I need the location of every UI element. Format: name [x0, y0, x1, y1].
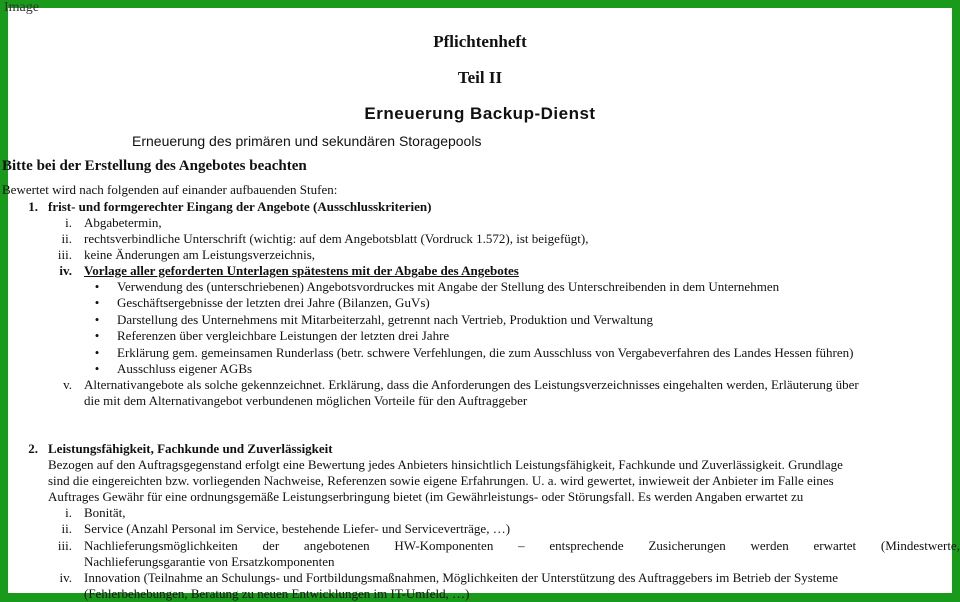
list2-paragraph-line: Auftrages Gewähr für eine ordnungsgemäße Leistungserbringung bietet (im Gewährleistungs- oder Störungsfall. Es werden Angaben erwartet zu: [48, 489, 804, 504]
bullet-icon: •: [94, 279, 100, 294]
bullet-icon: •: [94, 328, 100, 343]
word: Nachlieferungsmöglichkeiten: [84, 538, 238, 553]
bullet-icon: •: [94, 295, 100, 310]
list1-item-text: Abgabetermin,: [84, 215, 162, 230]
bullet-item: Referenzen über vergleichbare Leistungen der letzten drei Jahre: [117, 328, 450, 343]
top-fragment-text: Image: [4, 0, 39, 15]
list1-item-text: keine Änderungen am Leistungsverzeichnis,: [84, 247, 316, 262]
bullet-item: Erklärung gem. gemeinsamen Runderlass (betr. schwere Verfehlungen, die zum Ausschluss von Vergabeverfahren des Landes Hessen führen): [117, 345, 854, 360]
list2-item-num: i.: [65, 505, 72, 520]
list1-item-text: rechtsverbindliche Unterschrift (wichtig: auf dem Angebotsblatt (Vordruck 1.572), ist beigefügt),: [84, 231, 589, 246]
list2-number: 2.: [28, 441, 38, 456]
bullet-icon: •: [94, 345, 100, 360]
document-title: Pflichtenheft: [433, 32, 527, 51]
bullet-item: Darstellung des Unternehmens mit Mitarbeiterzahl, getrennt nach Vertrieb, Produktion und Verwaltung: [117, 312, 653, 327]
list2-item-num: iv.: [59, 570, 72, 585]
list1-title: frist- und formgerechter Eingang der Angebote (Ausschlusskriterien): [48, 199, 432, 214]
list1-item-text: Alternativangebote als solche gekennzeichnet. Erklärung, dass die Anforderungen des Leistungsverzeichnisses eingehalten werden, Erläuterung über: [84, 377, 859, 392]
bullet-icon: •: [94, 312, 100, 327]
list1-number: 1.: [28, 199, 38, 214]
word: erwartet: [813, 538, 857, 553]
list1-item-text-cont: die mit dem Alternativangebot verbundenen möglichen Vorteile für den Auftraggeber: [84, 393, 528, 408]
word: angebotenen: [303, 538, 370, 553]
bullet-item: Geschäftsergebnisse der letzten drei Jahre (Bilanzen, GuVs): [117, 295, 430, 310]
bullet-item: Verwendung des (unterschriebenen) Angebotsvordruckes mit Angabe der Stellung des Unterschreibenden in dem Unternehmen: [117, 279, 780, 294]
list2-item-text-cont: (Fehlerbehebungen, Beratung zu neuen Entwicklungen im IT-Umfeld, …): [84, 586, 470, 601]
list2-item-text-cont: Nachlieferungsgarantie von Ersatzkomponenten: [84, 554, 335, 569]
list2-item-text: Innovation (Teilnahme an Schulungs- und Fortbildungsmaßnahmen, Möglichkeiten der Unterstützung des Auftraggebers im Betrieb der Systeme: [84, 570, 839, 585]
word: der: [262, 538, 280, 553]
list2-paragraph-line: Bezogen auf den Auftragsgegenstand erfolgt eine Bewertung jedes Anbieters hinsichtlich Leistungsfähigkeit, Fachkunde und Zuverlässigkeit. Grundlage: [48, 457, 843, 472]
document-frame: [2, 0, 960, 601]
word: werden: [750, 538, 789, 553]
document-heading: Erneuerung Backup-Dienst: [364, 104, 596, 123]
list1-item-num: iii.: [57, 247, 72, 262]
list2-item-text: [84, 538, 960, 554]
list2-item-text: Service (Anzahl Personal im Service, bestehende Liefer- und Serviceverträge, …): [84, 521, 511, 536]
word: (Mindestwerte,: [880, 538, 960, 553]
list2-item-text: Bonität,: [84, 505, 126, 520]
list2-title: Leistungsfähigkeit, Fachkunde und Zuverlässigkeit: [48, 441, 333, 456]
intro-text: Bewertet wird nach folgenden auf einander aufbauenden Stufen:: [2, 182, 338, 197]
list1-item-num: ii.: [61, 231, 72, 246]
document-subtitle: Erneuerung des primären und sekundären Storagepools: [132, 133, 482, 149]
list2-item-num: iii.: [57, 538, 72, 553]
word: HW-Komponenten: [394, 538, 494, 553]
bullet-icon: •: [94, 361, 100, 376]
document-part: Teil II: [457, 68, 503, 87]
list1-item-text: Vorlage aller geforderten Unterlagen spätestens mit der Abgabe des Angebotes: [84, 263, 519, 278]
list1-item-num: i.: [65, 215, 72, 230]
list1-item-num: iv.: [59, 263, 72, 278]
word: Zusicherungen: [648, 538, 726, 553]
document-page: [2, 0, 960, 601]
word: entsprechende: [549, 538, 624, 553]
word: –: [518, 538, 525, 553]
list2-item-num: ii.: [61, 521, 72, 536]
list1-item-num: v.: [63, 377, 72, 392]
bullet-item: Ausschluss eigener AGBs: [117, 361, 253, 376]
section-heading: Bitte bei der Erstellung des Angebotes beachten: [2, 158, 307, 174]
list2-paragraph-line: sind die eingereichten bzw. vorliegenden Nachweise, Referenzen sowie eigene Erfahrungen. U. a. wird gewertet, inwieweit der Anbieter im Falle eines: [48, 473, 834, 488]
